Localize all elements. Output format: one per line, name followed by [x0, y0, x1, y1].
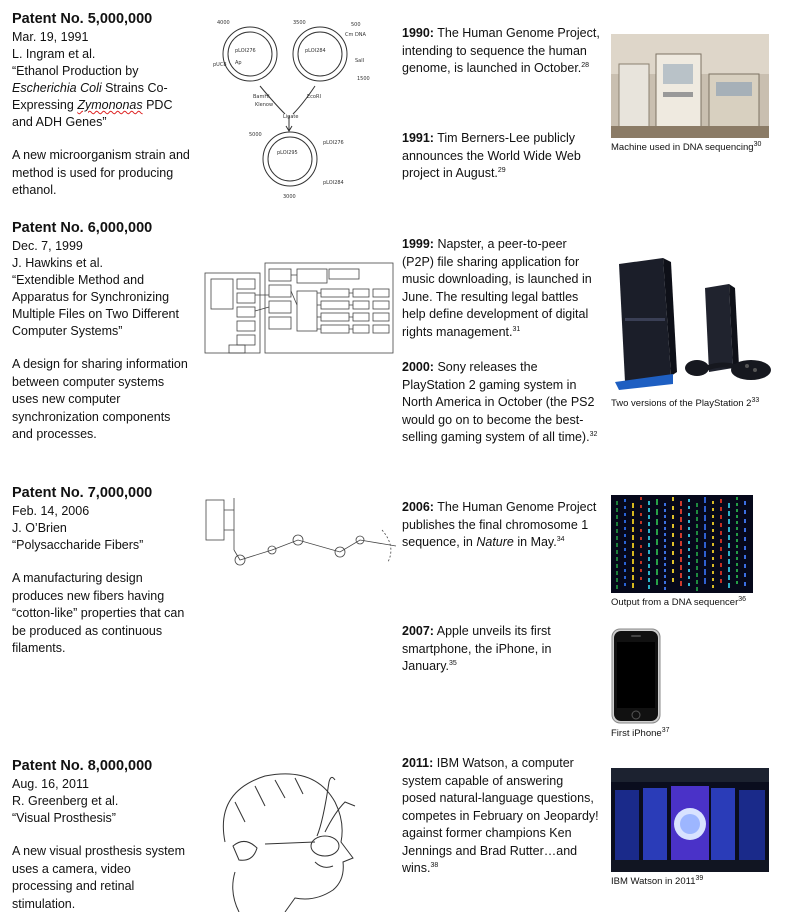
caption-ibm-watson: IBM Watson in 2011$^{39}$ — [611, 874, 704, 887]
dna-sequencer-output-image — [611, 495, 753, 593]
svg-text:pLOI276: pLOI276 — [323, 140, 344, 146]
svg-text:1500: 1500 — [357, 76, 370, 82]
svg-text:Ligate: Ligate — [283, 114, 299, 120]
patent-title: Patent No. 5,000,000 — [12, 11, 153, 27]
event-1999: 1999: Napster, a peer-to-peer (P2P) file sharing application for music downloading, is launched in June. The resulting legal battles help define development of digital rights management.$^{31}$ — [402, 237, 592, 339]
event-1991: 1991: Tim Berners-Lee publicly announces the World Wide Web project in August.$^{29}$ — [402, 131, 581, 180]
patent-entry-6000000 — [12, 219, 194, 444]
caption-dna-machine: Machine used in DNA sequencing$^{30}$ — [611, 140, 762, 153]
ibm-watson-photo — [611, 768, 769, 872]
patent-name: “Extendible Method and Apparatus for Synchronizing Multiple Files on Two Different Computer Systems” — [12, 273, 179, 338]
event-2000: 2000: Sony releases the PlayStation 2 gaming system in North America in October (the PS2 would go on to become the best-selling gaming system of all time).$^{32}$ — [402, 360, 598, 444]
svg-text:pLOI284: pLOI284 — [323, 180, 344, 186]
svg-text:Cm DNA: Cm DNA — [345, 32, 366, 38]
svg-text:pLOI284: pLOI284 — [305, 48, 326, 54]
event-2007: 2007: Apple unveils its first smartphone, the iPhone, in January.$^{35}$ — [402, 624, 552, 673]
caption-iphone: First iPhone$^{37}$ — [611, 726, 670, 739]
patent-description: A new visual prosthesis system uses a camera, video processing and retinal stimulation. — [12, 844, 185, 911]
event-2006: 2006: The Human Genome Project publishes the final chromosome 1 sequence, in Nature in May.$^{34}$ — [402, 500, 597, 549]
svg-text:Klenow: Klenow — [255, 102, 274, 108]
visual-prosthesis-drawing — [205, 762, 380, 912]
event-1990: 1990: The Human Genome Project, intending to sequence the human genome, is launched in October.$^{28}$ — [402, 26, 600, 75]
playstation-2-photo — [611, 258, 781, 390]
patent-inventor: J. O’Brien — [12, 521, 67, 535]
dna-sequencing-machine-photo — [611, 34, 769, 138]
svg-text:Ap: Ap — [235, 60, 242, 66]
svg-text:BamHI: BamHI — [253, 94, 270, 100]
svg-text:5000: 5000 — [249, 132, 262, 138]
patent-title: Patent No. 8,000,000 — [12, 758, 153, 774]
patent-date: Feb. 14, 2006 — [12, 504, 90, 518]
iphone-image — [611, 628, 661, 724]
caption-ps2: Two versions of the PlayStation $2^{33}$ — [611, 396, 760, 409]
patent-description: A new microorganism strain and method is used for producing ethanol. — [12, 148, 190, 197]
fiber-process-diagram — [200, 490, 400, 580]
patent-inventor: R. Greenberg et al. — [12, 794, 119, 808]
patent-date: Mar. 19, 1991 — [12, 30, 89, 44]
patent-name: “Polysaccharide Fibers” — [12, 538, 144, 552]
plasmid-diagram — [205, 14, 375, 204]
event-2011: 2011: IBM Watson, a computer system capable of answering posed natural-language questions, competes in February on Jeopardy! against former champions Ken Jennings and Brad Rutter…and wins.$^{38}$ — [402, 756, 599, 875]
sync-system-diagram — [203, 255, 396, 362]
svg-text:pLOI276: pLOI276 — [235, 48, 256, 54]
patent-name: “Ethanol Production by Escherichia Coli Strains Co-Expressing Zymononas PDC and ADH Genes” — [12, 64, 173, 129]
patent-entry-8000000 — [12, 757, 192, 913]
patent-name: “Visual Prosthesis” — [12, 811, 116, 825]
svg-text:3000: 3000 — [283, 194, 296, 200]
patent-title: Patent No. 7,000,000 — [12, 485, 153, 501]
patent-inventor: J. Hawkins et al. — [12, 256, 104, 270]
svg-text:3500: 3500 — [293, 20, 306, 26]
patent-title: Patent No. 6,000,000 — [12, 220, 153, 236]
patent-description: A manufacturing design produces new fibers having “cotton-like” properties that can be produced as continuous filaments. — [12, 571, 185, 655]
svg-text:pLOI295: pLOI295 — [277, 150, 298, 156]
patent-date: Aug. 16, 2011 — [12, 777, 89, 791]
patent-description: A design for sharing information between computer systems uses new computer synchronization components and processes. — [12, 357, 188, 441]
svg-text:4000: 4000 — [217, 20, 230, 26]
svg-text:SalI: SalI — [355, 58, 365, 64]
caption-dna-sequencer: Output from a DNA sequencer$^{36}$ — [611, 595, 747, 608]
svg-text:pUC8: pUC8 — [213, 62, 227, 68]
patent-date: Dec. 7, 1999 — [12, 239, 83, 253]
patent-entry-5000000 — [12, 10, 192, 200]
patent-inventor: L. Ingram et al. — [12, 47, 96, 61]
svg-text:500: 500 — [351, 22, 361, 28]
svg-text:EcoRI: EcoRI — [307, 94, 321, 100]
patent-entry-7000000 — [12, 484, 192, 658]
